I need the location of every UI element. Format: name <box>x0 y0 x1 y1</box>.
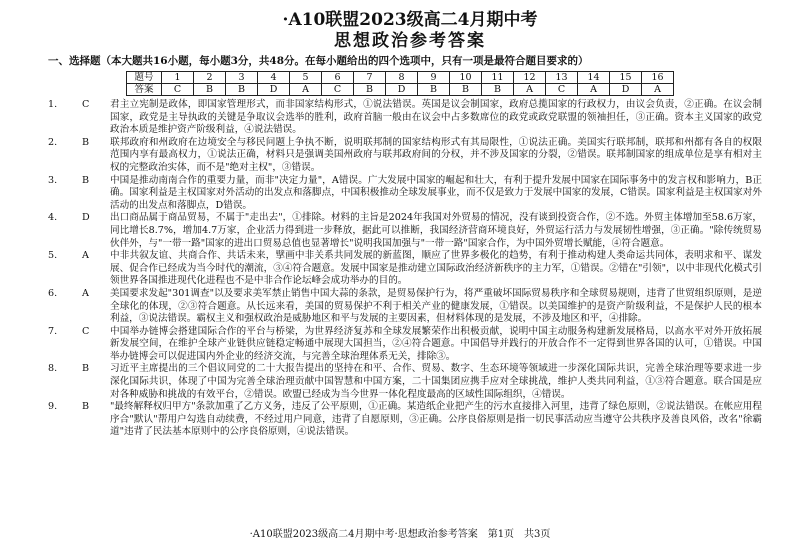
question-text: 中国是推动南南合作的重要力量，而非"决定力量"，A错误。广大发展中国家的崛起和壮大，有利于提升发展中国家在国际事务中的发言权和影响力，B正确。国家利益是主权国家对外活动的出发点和落脚点，中国积极推动全球发展事业，而不仅是致力于发展中国家的发展，C错误。国家利益是主权国家对外活动的出发点和落脚点，D错误。 <box>110 174 762 211</box>
table-cell: A <box>642 84 674 96</box>
question-answer: A <box>82 287 89 299</box>
table-cell: B <box>226 84 258 96</box>
question-explanation <box>48 174 762 213</box>
table-cell: 13 <box>546 72 578 84</box>
question-answer: A <box>82 250 89 262</box>
question-text: 出口商品属于商品贸易，不属于"走出去"，①排除。材料的主旨是2024年我国对外贸易的情况，没有谈到投资合作，②不选。外贸主体增加至58.6万家，同比增长8.7%，增加4.7万家，企业活力得到进一步释放，据此可以推断，我国经济营商环境良好，外贸运行活力与发展韧性增强，③正确。"除传统贸易伙伴外，与"一带一路"国家的进出口贸易总值也显著增长"说明我国加强与"一带一路"国家合作，为中国外贸增长赋能，④符合题意。 <box>110 212 762 249</box>
page-title: ·A10联盟2023级高二4月期中考 <box>282 10 538 30</box>
question-number: 7. <box>48 325 58 337</box>
question-number: 4. <box>48 212 58 224</box>
table-cell: 1 <box>162 72 194 84</box>
question-number: 3. <box>48 174 58 186</box>
answer-table <box>126 71 674 96</box>
question-number: 8. <box>48 363 58 375</box>
table-cell: B <box>194 84 226 96</box>
question-text: "最终解释权归甲方"条款加重了乙方义务，违反了公平原则，①正确。某造纸企业把产生的污水直接排入河里，违背了绿色原则，②说法错误。在帐应用程序合"默认"帮用户勾选自动续费，不经过用户同意，违背了自愿原则，③正确。公序良俗原则是指一切民事活动应当遵守公共秩序及善良风俗，改名"徐霸道"违背了民法基本原则中的公序良俗原则，④说法错误。 <box>110 401 762 438</box>
question-number: 9. <box>48 401 58 413</box>
question-explanation <box>48 136 762 175</box>
question-answer: B <box>82 363 90 375</box>
table-cell: 16 <box>642 72 674 84</box>
table-cell: D <box>258 84 290 96</box>
table-cell: 9 <box>418 72 450 84</box>
question-number: 6. <box>48 287 58 299</box>
table-cell: D <box>610 84 642 96</box>
question-explanation <box>48 250 762 288</box>
question-text: 中非共叙友谊、共商合作、共话未来，擘画中非关系共同发展的新蓝图，顺应了世界多极化的趋势，有利于推动构建人类命运共同体，表明求和平、谋发展、促合作已经成为当今时代的潮流，③④符合题意。发展中国家是推动建立国际政治经济新秩序的主力军，①错误。②错在"引领"，以中非现代化模式引领世界各国推进现代化进程也不是中非合作论坛峰会成功举办的目的。 <box>110 250 762 287</box>
table-cell: C <box>546 84 578 96</box>
table-cell: 10 <box>450 72 482 84</box>
table-cell: A <box>578 84 610 96</box>
question-explanation <box>48 401 762 439</box>
question-text: 中国举办链博会搭建国际合作的平台与桥梁，为世界经济复苏和全球发展繁荣作出积极贡献，说明中国主动服务构建新发展格局，以高水平对外开放拓展新发展空间，在维护全球产业链供应链稳定畅通中展现大国担当，②④符合题意。中国倡导并践行的开放合作不一定得到世界各国的认可，①错误。中国举办链博会可以促进国内外企业的经济交流，与完善全球治理体系无关，排除③。 <box>110 325 762 362</box>
table-cell: B <box>418 84 450 96</box>
answer-row-label: 答案 <box>127 84 162 96</box>
table-cell: 15 <box>610 72 642 84</box>
answer-table-number-row <box>127 72 674 84</box>
table-cell: 8 <box>386 72 418 84</box>
table-cell: 7 <box>354 72 386 84</box>
table-cell: 4 <box>258 72 290 84</box>
question-answer: B <box>82 136 90 148</box>
question-number: 2. <box>48 136 58 148</box>
question-answer: C <box>82 325 90 337</box>
question-number: 5. <box>48 250 58 262</box>
table-cell: 12 <box>514 72 546 84</box>
answer-table-answer-row <box>127 84 674 96</box>
table-cell: B <box>482 84 514 96</box>
table-cell: 5 <box>290 72 322 84</box>
table-cell: 11 <box>482 72 514 84</box>
question-answer: C <box>82 99 90 110</box>
question-explanation <box>48 99 762 137</box>
question-number: 1. <box>48 99 58 110</box>
table-cell: A <box>290 84 322 96</box>
page-footer: ·A10联盟2023级高二4月期中考·思想政治参考答案 第1页 共3页 <box>249 529 551 540</box>
question-explanation <box>48 212 762 250</box>
page-subtitle: 思想政治参考答案 <box>334 31 486 51</box>
table-cell: 6 <box>322 72 354 84</box>
table-cell: 2 <box>194 72 226 84</box>
question-explanation <box>48 363 762 401</box>
question-explanation <box>48 325 762 364</box>
question-answer: B <box>82 401 90 413</box>
table-cell: C <box>162 84 194 96</box>
question-text: 君主立宪制是政体，即国家管理形式，而非国家结构形式，①说法错误。英国是议会制国家，政府总揽国家的行政权力，由议会负责，②正确。在议会制国家，政党是主导执政的关键是争取议会选举的胜利，政府首脑一般由在议会中占多数席位的政党或政党联盟的领袖担任，③正确。资本主义国家的政党政治本质是维护资产阶级利益，④说法错误。 <box>110 99 762 136</box>
table-cell: D <box>386 84 418 96</box>
table-cell: 14 <box>578 72 610 84</box>
question-text: 联邦政府和州政府在边境安全与移民问题上争执不断，说明联邦制的国家结构形式有其局限性，①说法正确。美国实行联邦制，联邦和州都有各自的权限范围内享有最高权力，①说法正确，材料只是强调美国州政府与联邦政府间的分权，并不涉及国家的分裂，②错误。联邦制国家的组成单位是享有相对主权的完整政治实体，而不是"绝对主权"，③错误。 <box>110 136 762 173</box>
table-cell: 3 <box>226 72 258 84</box>
question-answer: B <box>82 174 90 186</box>
number-row-label: 题号 <box>127 72 162 84</box>
question-answer: D <box>82 212 90 224</box>
table-cell: B <box>450 84 482 96</box>
table-cell: B <box>354 84 386 96</box>
table-cell: C <box>322 84 354 96</box>
question-text: 美国要求发起"301调查"以及要求美军禁止销售中国大蒜的条款，是贸易保护行为，将严重破坏国际贸易秩序和全球贸易规则，违背了世贸组织原则，是逆全球化的体现，②③符合题意。从长远来看，美国的贸易保护不利于相关产业的健康发展，①错误。以美国维护的是资产阶级利益，不是保护人民的根本利益，③说法错误。霸权主义和强权政治是威胁地区和平与发展的主要因素，但材料体现的是发展，不涉及地区和平，④排除。 <box>110 287 762 325</box>
question-text: 习近平主席提出的三个倡议同党的二十大报告提出的坚持在和平、合作、贸易、数字、生态环境等领域进一步深化国际共识，完善全球治理等要求进一步深化国际共识，体现了中国为完善全球治理贡献中国智慧和中国方案，二十国集团应携手应对全球挑战，维护人类共同利益，①③符合题意。联合国是应对各种威胁和挑战的有效平台，②错误。欧盟已经成为当今世界一体化程度最高的区域性国际组织，④错误。 <box>110 363 762 400</box>
question-explanation <box>48 287 762 326</box>
section-heading: 一、选择题（本大题共16小题，每小题3分，共48分。在每小题给出的四个选项中，只有一项是最符合题目要求的） <box>48 55 589 67</box>
table-cell: A <box>514 84 546 96</box>
